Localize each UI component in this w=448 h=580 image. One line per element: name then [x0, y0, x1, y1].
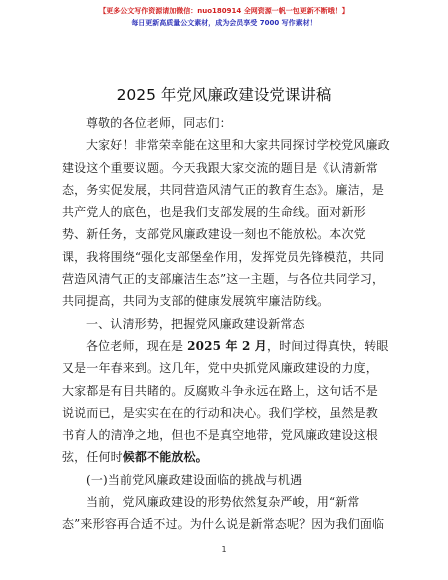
promo-banner-line-red: 【更多公文写作资源请加微信：nuo180914 全网资源一帆一包更新不断哦！】: [99, 7, 349, 15]
subsection-heading-1: (一)当前党风廉政建设面临的挑战与机遇: [86, 472, 303, 487]
promo-banner: [0, 6, 448, 29]
document-body: [62, 112, 390, 536]
paragraph-intro: 大家好！非常荣幸能在这里和大家共同探讨学校党风廉政建设这个重要议题。今天我跟大家交流的题目是《认清新常态，务实促发展，共同营造风清气正的教育生态》。廉洁，是共产党人的底色，也是我们支部发展的生命线。面对新形势、新任务，支部党风廉政建设一刻也不能放松。本次党课，我将围绕“强化支部堡垒作用，发挥党员先锋模范，共同营造风清气正的支部廉洁生态”这一主题，与各位共同学习，共同提高，共同为支部的健康发展筑牢廉洁防线。: [62, 138, 390, 309]
page-number: 1: [221, 545, 227, 554]
document-title: 2025 年党风廉政建设党课讲稿: [116, 86, 332, 104]
salutation: 尊敬的各位老师，同志们：: [86, 116, 232, 130]
date-emphasis: 2025 年 2 月: [187, 338, 267, 353]
paragraph-situation: [62, 335, 390, 469]
emphasis-text: 候都不能放松。: [122, 450, 208, 465]
paragraph-text: ，时间过得真快，转眼又是一年春来到。这几年，党中央抓党风廉政建设的力度，大家都是有目共睹的。反腐败斗争永远在路上，这句话不是说说而已，是实实在在的行动和决心。我们学校，虽然是教书育人的清净之地，但也不是真空地带，党风廉政建设这根弦，任何时: [62, 338, 389, 465]
paragraph-text: 各位老师，现在是: [86, 338, 188, 353]
promo-banner-line-blue: 每日更新高质量公文素材，成为会员享受 7000 写作素材！: [131, 19, 317, 27]
section-heading-1: 一、认清形势，把握党风廉政建设新常态: [86, 316, 305, 331]
paragraph-challenges: 当前，党风廉政建设的形势依然复杂严峻，用“新常态”来形容再合适不过。为什么说是新常态呢？因为我们面临: [62, 495, 385, 532]
